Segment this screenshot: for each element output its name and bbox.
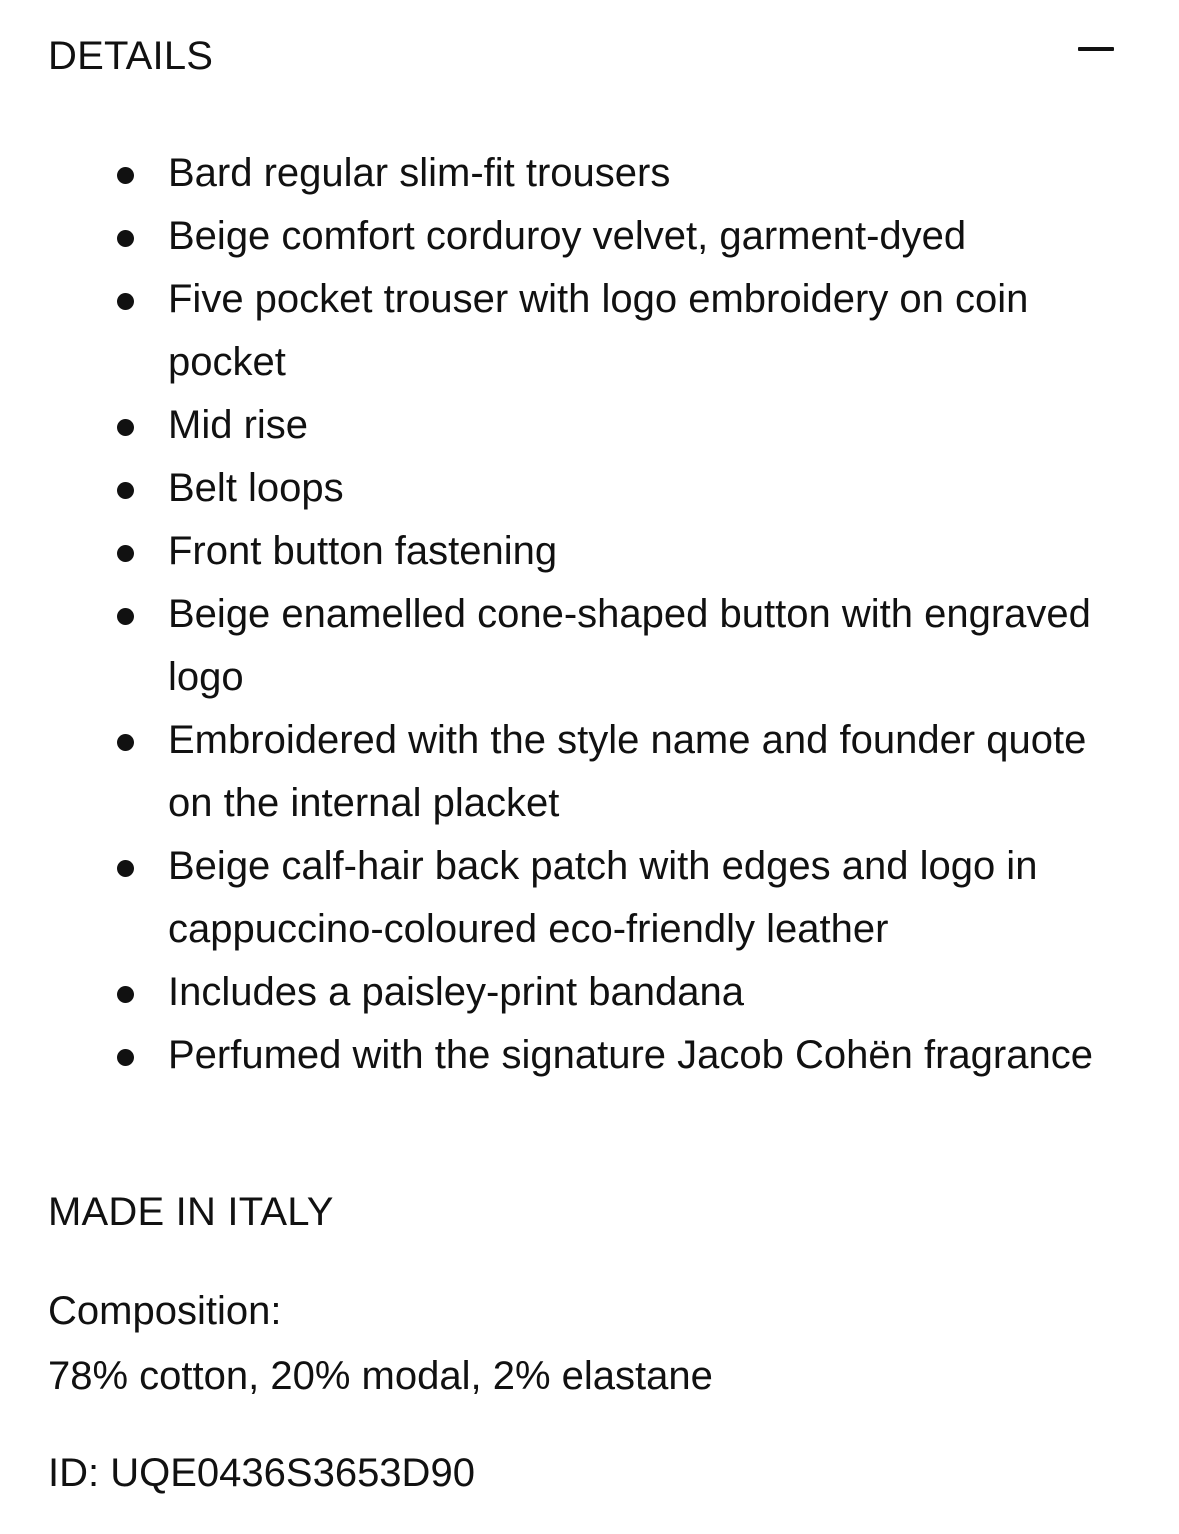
- product-id: ID: UQE0436S3653D90: [48, 1451, 475, 1495]
- bullet-icon: [117, 860, 134, 877]
- bullet-icon: [117, 482, 134, 499]
- composition-value: 78% cotton, 20% modal, 2% elastane: [48, 1354, 713, 1398]
- list-item: [0, 394, 1118, 457]
- bullet-icon: [117, 608, 134, 625]
- list-item-text: Embroidered with the style name and founder quote on the internal placket: [168, 718, 1087, 825]
- bullet-icon: [117, 230, 134, 247]
- list-item-text: Beige enamelled cone-shaped button with engraved logo: [168, 592, 1091, 699]
- bullet-icon: [117, 545, 134, 562]
- list-item-text: Mid rise: [168, 403, 309, 447]
- origin-label: MADE IN ITALY: [48, 1190, 334, 1234]
- list-item: [0, 835, 1118, 961]
- bullet-icon: [117, 986, 134, 1003]
- details-list: [0, 142, 1118, 1087]
- list-item-text: Includes a paisley-print bandana: [168, 970, 744, 1014]
- list-item: [0, 583, 1118, 709]
- list-item: [0, 709, 1118, 835]
- list-item: [0, 268, 1118, 394]
- list-item-text: Beige calf-hair back patch with edges and logo in cappuccino-coloured eco-friendly leather: [168, 844, 1038, 951]
- details-title: DETAILS: [48, 34, 214, 78]
- list-item: [0, 1024, 1118, 1087]
- bullet-icon: [117, 293, 134, 310]
- bullet-icon: [117, 419, 134, 436]
- composition-label: Composition:: [48, 1289, 282, 1333]
- list-item: [0, 961, 1118, 1024]
- list-item: [0, 142, 1118, 205]
- list-item-text: Belt loops: [168, 466, 344, 510]
- bullet-icon: [117, 1049, 134, 1066]
- bullet-icon: [117, 167, 134, 184]
- list-item: [0, 457, 1118, 520]
- collapse-button[interactable]: [1066, 26, 1126, 72]
- list-item-text: Perfumed with the signature Jacob Cohën fragrance: [168, 1033, 1093, 1077]
- list-item: [0, 520, 1118, 583]
- minus-icon: [1078, 47, 1114, 51]
- details-accordion-header[interactable]: [0, 0, 1179, 110]
- bullet-icon: [117, 734, 134, 751]
- list-item: [0, 205, 1118, 268]
- list-item-text: Beige comfort corduroy velvet, garment-dyed: [168, 214, 967, 258]
- list-item-text: Five pocket trouser with logo embroidery on coin pocket: [168, 277, 1029, 384]
- list-item-text: Front button fastening: [168, 529, 558, 573]
- list-item-text: Bard regular slim-fit trousers: [168, 151, 671, 195]
